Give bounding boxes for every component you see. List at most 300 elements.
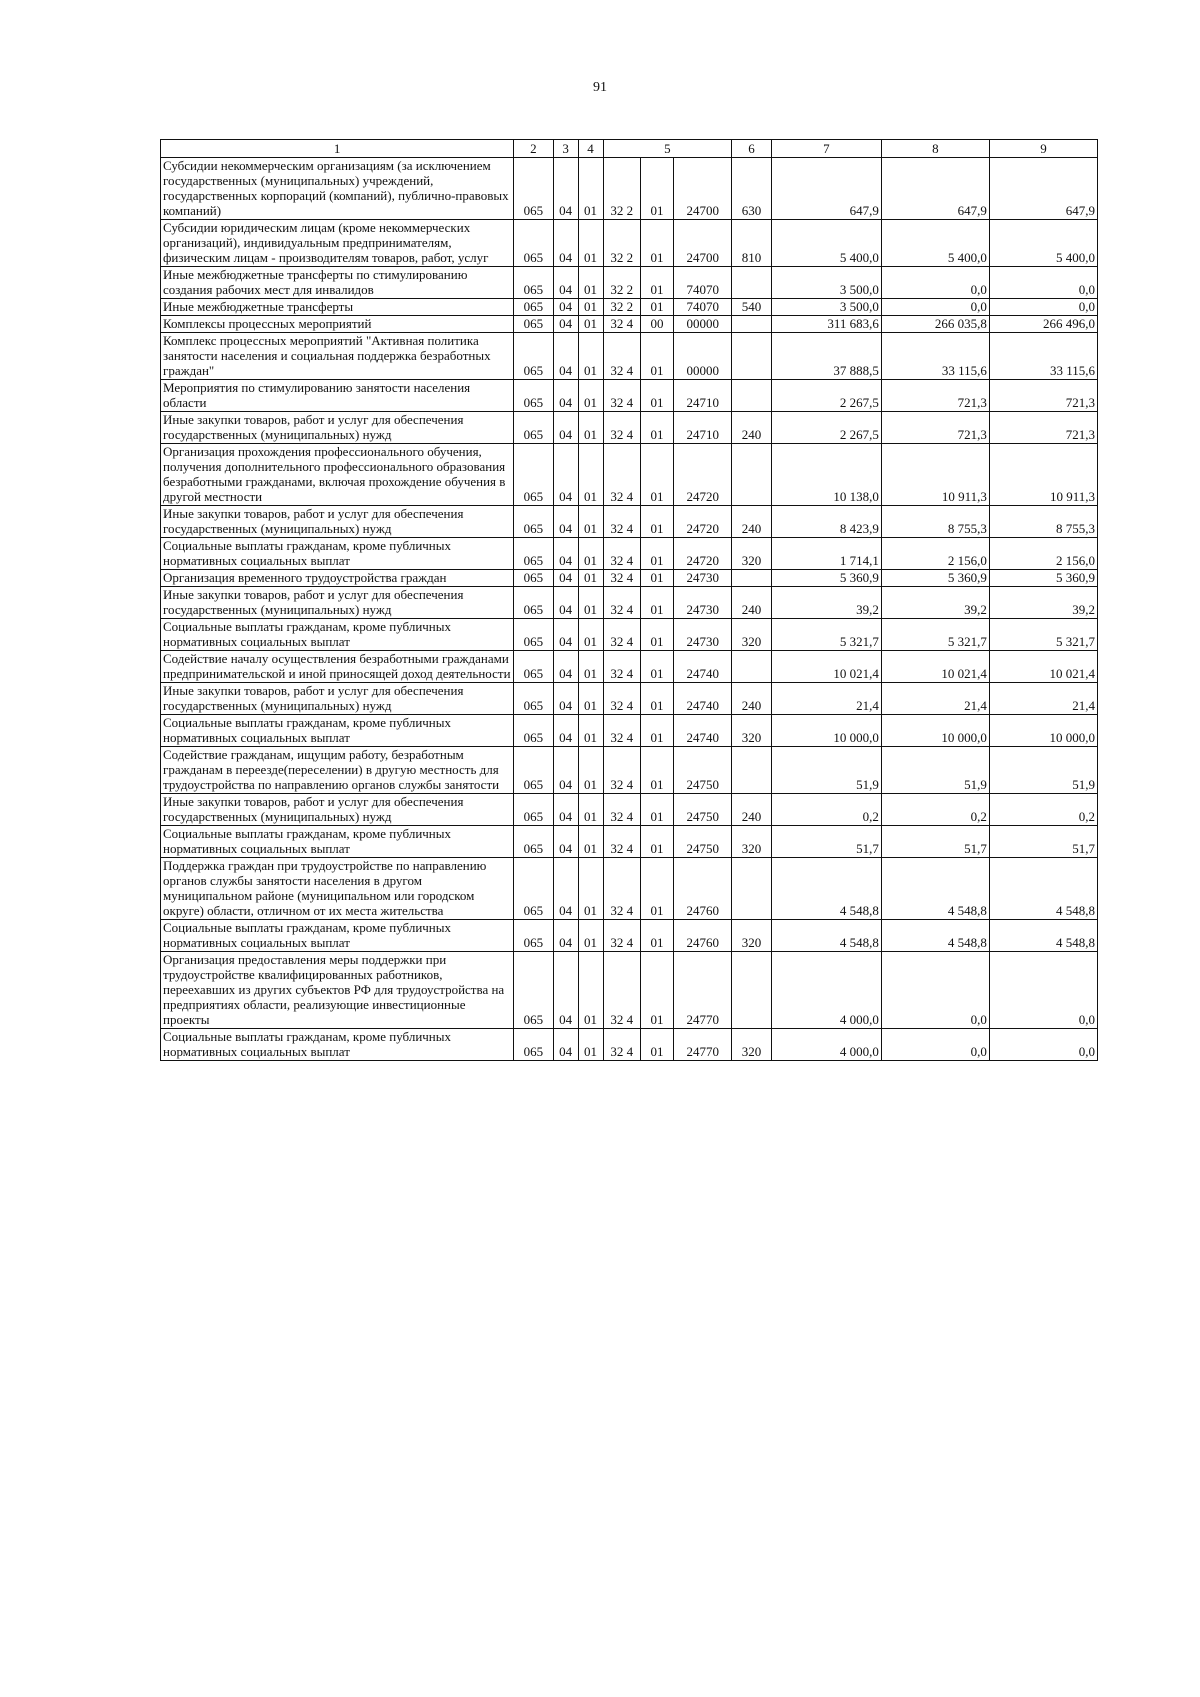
amount-col8: 10 911,3 <box>881 444 989 506</box>
code-subsection: 01 <box>578 380 603 412</box>
code-section: 04 <box>553 444 578 506</box>
code-ministry: 065 <box>514 158 553 220</box>
row-name: Иные межбюджетные трансферты <box>161 299 514 316</box>
table-row <box>161 316 1098 333</box>
code-section: 04 <box>553 506 578 538</box>
code-expense-type: 320 <box>732 920 771 952</box>
code-expense-type: 240 <box>732 587 771 619</box>
code-subsection: 01 <box>578 299 603 316</box>
code-ministry: 065 <box>514 920 553 952</box>
code-expense-type: 240 <box>732 794 771 826</box>
amount-col8: 10 021,4 <box>881 651 989 683</box>
code-ministry: 065 <box>514 316 553 333</box>
code-program: 32 4 <box>603 333 640 380</box>
code-section: 04 <box>553 794 578 826</box>
code-section: 04 <box>553 952 578 1029</box>
code-section: 04 <box>553 380 578 412</box>
amount-col7: 51,9 <box>771 747 881 794</box>
code-subsection: 01 <box>578 444 603 506</box>
row-name: Социальные выплаты гражданам, кроме публичных нормативных социальных выплат <box>161 1029 514 1061</box>
code-direction: 24740 <box>674 715 732 747</box>
code-subsection: 01 <box>578 747 603 794</box>
code-ministry: 065 <box>514 267 553 299</box>
row-name: Комплекс процессных мероприятий "Активная политика занятости населения и социальная поддержка безработных граждан" <box>161 333 514 380</box>
row-name: Комплексы процессных мероприятий <box>161 316 514 333</box>
code-section: 04 <box>553 538 578 570</box>
code-direction: 24760 <box>674 858 732 920</box>
amount-col9: 721,3 <box>989 380 1097 412</box>
row-name: Иные закупки товаров, работ и услуг для обеспечения государственных (муниципальных) нужд <box>161 506 514 538</box>
code-subsection: 01 <box>578 619 603 651</box>
code-expense-type: 810 <box>732 220 771 267</box>
amount-col8: 0,0 <box>881 952 989 1029</box>
code-direction: 24750 <box>674 747 732 794</box>
code-ministry: 065 <box>514 412 553 444</box>
code-section: 04 <box>553 826 578 858</box>
amount-col8: 0,0 <box>881 267 989 299</box>
amount-col7: 39,2 <box>771 587 881 619</box>
header-cell: 5 <box>603 140 732 158</box>
code-subsection: 01 <box>578 858 603 920</box>
amount-col9: 0,2 <box>989 794 1097 826</box>
code-subsection: 01 <box>578 570 603 587</box>
code-expense-type: 240 <box>732 683 771 715</box>
code-program: 32 4 <box>603 651 640 683</box>
amount-col8: 51,7 <box>881 826 989 858</box>
amount-col9: 266 496,0 <box>989 316 1097 333</box>
code-program: 32 4 <box>603 715 640 747</box>
code-expense-type <box>732 747 771 794</box>
code-section: 04 <box>553 683 578 715</box>
amount-col9: 51,9 <box>989 747 1097 794</box>
code-direction: 24720 <box>674 444 732 506</box>
amount-col9: 10 911,3 <box>989 444 1097 506</box>
row-name: Иные закупки товаров, работ и услуг для обеспечения государственных (муниципальных) нужд <box>161 683 514 715</box>
code-subprogram: 01 <box>640 794 673 826</box>
code-expense-type <box>732 651 771 683</box>
code-direction: 24720 <box>674 506 732 538</box>
amount-col7: 10 138,0 <box>771 444 881 506</box>
amount-col7: 3 500,0 <box>771 299 881 316</box>
code-section: 04 <box>553 412 578 444</box>
code-section: 04 <box>553 316 578 333</box>
amount-col8: 0,2 <box>881 794 989 826</box>
amount-col8: 39,2 <box>881 587 989 619</box>
table-row <box>161 506 1098 538</box>
code-section: 04 <box>553 267 578 299</box>
code-subprogram: 01 <box>640 826 673 858</box>
amount-col8: 0,0 <box>881 299 989 316</box>
code-section: 04 <box>553 570 578 587</box>
amount-col9: 2 156,0 <box>989 538 1097 570</box>
amount-col7: 51,7 <box>771 826 881 858</box>
code-subsection: 01 <box>578 267 603 299</box>
code-ministry: 065 <box>514 444 553 506</box>
code-ministry: 065 <box>514 826 553 858</box>
code-direction: 24730 <box>674 587 732 619</box>
code-subprogram: 01 <box>640 299 673 316</box>
row-name: Поддержка граждан при трудоустройстве по направлению органов службы занятости населения в другом муниципальном районе (муниципальном или городском округе) области, отличном от их места жительства <box>161 858 514 920</box>
code-expense-type <box>732 333 771 380</box>
code-expense-type: 320 <box>732 715 771 747</box>
code-subsection: 01 <box>578 826 603 858</box>
code-subprogram: 01 <box>640 506 673 538</box>
code-section: 04 <box>553 920 578 952</box>
table-row <box>161 651 1098 683</box>
code-ministry: 065 <box>514 570 553 587</box>
code-direction: 24700 <box>674 220 732 267</box>
table-row <box>161 1029 1098 1061</box>
amount-col7: 647,9 <box>771 158 881 220</box>
row-name: Социальные выплаты гражданам, кроме публичных нормативных социальных выплат <box>161 619 514 651</box>
budget-table <box>160 139 1098 1061</box>
row-name: Иные закупки товаров, работ и услуг для обеспечения государственных (муниципальных) нужд <box>161 412 514 444</box>
code-subprogram: 01 <box>640 333 673 380</box>
table-row <box>161 794 1098 826</box>
table-row <box>161 220 1098 267</box>
row-name: Иные закупки товаров, работ и услуг для обеспечения государственных (муниципальных) нужд <box>161 794 514 826</box>
table-row <box>161 587 1098 619</box>
code-subprogram: 01 <box>640 747 673 794</box>
code-subprogram: 01 <box>640 267 673 299</box>
header-cell: 8 <box>881 140 989 158</box>
code-expense-type: 240 <box>732 412 771 444</box>
amount-col8: 4 548,8 <box>881 920 989 952</box>
code-expense-type <box>732 316 771 333</box>
code-subprogram: 01 <box>640 858 673 920</box>
amount-col9: 10 021,4 <box>989 651 1097 683</box>
code-subprogram: 01 <box>640 920 673 952</box>
code-ministry: 065 <box>514 587 553 619</box>
amount-col8: 33 115,6 <box>881 333 989 380</box>
code-section: 04 <box>553 715 578 747</box>
code-section: 04 <box>553 333 578 380</box>
code-subsection: 01 <box>578 220 603 267</box>
row-name: Субсидии юридическим лицам (кроме некоммерческих организаций), индивидуальным предпринимателям, физическим лицам - производителям товаров, работ, услуг <box>161 220 514 267</box>
row-name: Организация прохождения профессионального обучения, получения дополнительного профессионального образования безработными гражданами, включая прохождение обучения в другой местности <box>161 444 514 506</box>
code-expense-type: 240 <box>732 506 771 538</box>
code-ministry: 065 <box>514 380 553 412</box>
amount-col9: 0,0 <box>989 1029 1097 1061</box>
table-row <box>161 538 1098 570</box>
code-program: 32 2 <box>603 158 640 220</box>
code-expense-type <box>732 267 771 299</box>
table-row <box>161 158 1098 220</box>
code-direction: 00000 <box>674 333 732 380</box>
amount-col9: 0,0 <box>989 267 1097 299</box>
code-subsection: 01 <box>578 952 603 1029</box>
code-ministry: 065 <box>514 299 553 316</box>
code-section: 04 <box>553 619 578 651</box>
amount-col9: 721,3 <box>989 412 1097 444</box>
amount-col8: 0,0 <box>881 1029 989 1061</box>
header-cell: 3 <box>553 140 578 158</box>
code-ministry: 065 <box>514 952 553 1029</box>
code-program: 32 4 <box>603 920 640 952</box>
row-name: Содействие гражданам, ищущим работу, безработным гражданам в переезде(переселении) в другую местность для трудоустройства по направлению органов службы занятости <box>161 747 514 794</box>
amount-col7: 4 000,0 <box>771 1029 881 1061</box>
code-program: 32 4 <box>603 316 640 333</box>
code-direction: 24760 <box>674 920 732 952</box>
row-name: Мероприятия по стимулированию занятости населения области <box>161 380 514 412</box>
code-subsection: 01 <box>578 1029 603 1061</box>
table-row <box>161 267 1098 299</box>
code-subprogram: 01 <box>640 570 673 587</box>
header-row <box>161 140 1098 158</box>
code-section: 04 <box>553 747 578 794</box>
table-row <box>161 299 1098 316</box>
code-expense-type: 320 <box>732 619 771 651</box>
amount-col8: 4 548,8 <box>881 858 989 920</box>
code-section: 04 <box>553 158 578 220</box>
code-ministry: 065 <box>514 619 553 651</box>
code-subprogram: 01 <box>640 220 673 267</box>
amount-col9: 39,2 <box>989 587 1097 619</box>
table-row <box>161 444 1098 506</box>
row-name: Социальные выплаты гражданам, кроме публичных нормативных социальных выплат <box>161 826 514 858</box>
amount-col8: 266 035,8 <box>881 316 989 333</box>
amount-col8: 5 321,7 <box>881 619 989 651</box>
code-direction: 24740 <box>674 683 732 715</box>
amount-col7: 21,4 <box>771 683 881 715</box>
code-ministry: 065 <box>514 794 553 826</box>
code-subprogram: 01 <box>640 651 673 683</box>
code-program: 32 4 <box>603 412 640 444</box>
amount-col9: 10 000,0 <box>989 715 1097 747</box>
table-row <box>161 952 1098 1029</box>
code-ministry: 065 <box>514 683 553 715</box>
amount-col7: 0,2 <box>771 794 881 826</box>
amount-col7: 2 267,5 <box>771 412 881 444</box>
code-program: 32 4 <box>603 444 640 506</box>
header-cell: 1 <box>161 140 514 158</box>
code-expense-type: 540 <box>732 299 771 316</box>
code-program: 32 4 <box>603 380 640 412</box>
code-expense-type: 320 <box>732 1029 771 1061</box>
code-direction: 00000 <box>674 316 732 333</box>
code-direction: 24750 <box>674 826 732 858</box>
code-subprogram: 01 <box>640 538 673 570</box>
amount-col8: 2 156,0 <box>881 538 989 570</box>
table-row <box>161 826 1098 858</box>
code-direction: 24710 <box>674 380 732 412</box>
amount-col8: 647,9 <box>881 158 989 220</box>
page-number: 91 <box>593 80 607 95</box>
code-ministry: 065 <box>514 333 553 380</box>
header-cell: 6 <box>732 140 771 158</box>
code-subsection: 01 <box>578 158 603 220</box>
header-cell: 2 <box>514 140 553 158</box>
code-subsection: 01 <box>578 333 603 380</box>
header-cell: 4 <box>578 140 603 158</box>
code-subsection: 01 <box>578 683 603 715</box>
code-direction: 24730 <box>674 619 732 651</box>
code-subprogram: 00 <box>640 316 673 333</box>
row-name: Иные закупки товаров, работ и услуг для обеспечения государственных (муниципальных) нужд <box>161 587 514 619</box>
amount-col9: 647,9 <box>989 158 1097 220</box>
code-program: 32 4 <box>603 587 640 619</box>
amount-col7: 3 500,0 <box>771 267 881 299</box>
amount-col9: 33 115,6 <box>989 333 1097 380</box>
header-cell: 7 <box>771 140 881 158</box>
code-program: 32 2 <box>603 220 640 267</box>
row-name: Социальные выплаты гражданам, кроме публичных нормативных социальных выплат <box>161 538 514 570</box>
code-section: 04 <box>553 220 578 267</box>
code-expense-type <box>732 858 771 920</box>
amount-col7: 5 400,0 <box>771 220 881 267</box>
code-subprogram: 01 <box>640 380 673 412</box>
row-name: Организация временного трудоустройства граждан <box>161 570 514 587</box>
amount-col9: 5 321,7 <box>989 619 1097 651</box>
code-subprogram: 01 <box>640 952 673 1029</box>
amount-col8: 5 400,0 <box>881 220 989 267</box>
amount-col7: 311 683,6 <box>771 316 881 333</box>
row-name: Содействие началу осуществления безработными гражданами предпринимательской и иной приносящей доход деятельности <box>161 651 514 683</box>
table-row <box>161 715 1098 747</box>
code-expense-type <box>732 570 771 587</box>
code-ministry: 065 <box>514 220 553 267</box>
amount-col8: 721,3 <box>881 412 989 444</box>
amount-col9: 5 400,0 <box>989 220 1097 267</box>
amount-col7: 5 321,7 <box>771 619 881 651</box>
code-subsection: 01 <box>578 920 603 952</box>
code-subsection: 01 <box>578 506 603 538</box>
code-program: 32 4 <box>603 683 640 715</box>
amount-col8: 8 755,3 <box>881 506 989 538</box>
code-direction: 24770 <box>674 1029 732 1061</box>
amount-col7: 4 000,0 <box>771 952 881 1029</box>
amount-col7: 8 423,9 <box>771 506 881 538</box>
code-subprogram: 01 <box>640 619 673 651</box>
code-subsection: 01 <box>578 715 603 747</box>
code-ministry: 065 <box>514 538 553 570</box>
amount-col9: 21,4 <box>989 683 1097 715</box>
code-program: 32 4 <box>603 952 640 1029</box>
code-ministry: 065 <box>514 651 553 683</box>
row-name: Субсидии некоммерческим организациям (за исключением государственных (муниципальных) учреждений, государственных корпораций (компаний), публично-правовых компаний) <box>161 158 514 220</box>
code-subsection: 01 <box>578 651 603 683</box>
code-subsection: 01 <box>578 538 603 570</box>
table-row <box>161 333 1098 380</box>
code-expense-type: 320 <box>732 538 771 570</box>
code-subsection: 01 <box>578 794 603 826</box>
amount-col7: 10 021,4 <box>771 651 881 683</box>
amount-col8: 721,3 <box>881 380 989 412</box>
amount-col9: 4 548,8 <box>989 858 1097 920</box>
amount-col7: 4 548,8 <box>771 858 881 920</box>
code-subsection: 01 <box>578 412 603 444</box>
code-subsection: 01 <box>578 587 603 619</box>
amount-col9: 8 755,3 <box>989 506 1097 538</box>
code-expense-type: 320 <box>732 826 771 858</box>
row-name: Социальные выплаты гражданам, кроме публичных нормативных социальных выплат <box>161 715 514 747</box>
table-row <box>161 683 1098 715</box>
code-subprogram: 01 <box>640 412 673 444</box>
code-program: 32 4 <box>603 747 640 794</box>
code-subprogram: 01 <box>640 158 673 220</box>
code-program: 32 4 <box>603 619 640 651</box>
code-ministry: 065 <box>514 747 553 794</box>
amount-col7: 2 267,5 <box>771 380 881 412</box>
code-direction: 24720 <box>674 538 732 570</box>
code-direction: 24750 <box>674 794 732 826</box>
code-program: 32 4 <box>603 794 640 826</box>
row-name: Организация предоставления меры поддержки при трудоустройстве квалифицированных работников, переехавших из других субъектов РФ для трудоустройства на предприятиях области, реализующие инвестиционные проекты <box>161 952 514 1029</box>
amount-col7: 37 888,5 <box>771 333 881 380</box>
code-subprogram: 01 <box>640 683 673 715</box>
code-subprogram: 01 <box>640 587 673 619</box>
code-direction: 24740 <box>674 651 732 683</box>
code-subprogram: 01 <box>640 1029 673 1061</box>
amount-col9: 0,0 <box>989 952 1097 1029</box>
amount-col8: 10 000,0 <box>881 715 989 747</box>
table-row <box>161 412 1098 444</box>
amount-col9: 5 360,9 <box>989 570 1097 587</box>
code-ministry: 065 <box>514 858 553 920</box>
table-row <box>161 747 1098 794</box>
code-direction: 24700 <box>674 158 732 220</box>
amount-col9: 0,0 <box>989 299 1097 316</box>
row-name: Иные межбюджетные трансферты по стимулированию создания рабочих мест для инвалидов <box>161 267 514 299</box>
code-expense-type <box>732 380 771 412</box>
code-direction: 24730 <box>674 570 732 587</box>
code-ministry: 065 <box>514 1029 553 1061</box>
code-section: 04 <box>553 1029 578 1061</box>
code-subprogram: 01 <box>640 444 673 506</box>
code-direction: 74070 <box>674 267 732 299</box>
amount-col8: 5 360,9 <box>881 570 989 587</box>
amount-col9: 51,7 <box>989 826 1097 858</box>
code-section: 04 <box>553 587 578 619</box>
amount-col7: 4 548,8 <box>771 920 881 952</box>
code-subprogram: 01 <box>640 715 673 747</box>
code-expense-type: 630 <box>732 158 771 220</box>
table-row <box>161 858 1098 920</box>
code-direction: 24770 <box>674 952 732 1029</box>
table-row <box>161 570 1098 587</box>
amount-col7: 10 000,0 <box>771 715 881 747</box>
code-section: 04 <box>553 651 578 683</box>
amount-col7: 5 360,9 <box>771 570 881 587</box>
code-expense-type <box>732 952 771 1029</box>
code-expense-type <box>732 444 771 506</box>
code-ministry: 065 <box>514 506 553 538</box>
code-subsection: 01 <box>578 316 603 333</box>
code-program: 32 4 <box>603 826 640 858</box>
amount-col8: 51,9 <box>881 747 989 794</box>
code-program: 32 4 <box>603 858 640 920</box>
table-row <box>161 380 1098 412</box>
code-program: 32 4 <box>603 1029 640 1061</box>
header-cell: 9 <box>989 140 1097 158</box>
amount-col7: 1 714,1 <box>771 538 881 570</box>
table-row <box>161 619 1098 651</box>
code-program: 32 2 <box>603 267 640 299</box>
code-section: 04 <box>553 858 578 920</box>
code-ministry: 065 <box>514 715 553 747</box>
row-name: Социальные выплаты гражданам, кроме публичных нормативных социальных выплат <box>161 920 514 952</box>
code-program: 32 4 <box>603 506 640 538</box>
code-direction: 24710 <box>674 412 732 444</box>
amount-col8: 21,4 <box>881 683 989 715</box>
code-program: 32 2 <box>603 299 640 316</box>
code-program: 32 4 <box>603 538 640 570</box>
table-row <box>161 920 1098 952</box>
code-section: 04 <box>553 299 578 316</box>
code-program: 32 4 <box>603 570 640 587</box>
code-direction: 74070 <box>674 299 732 316</box>
amount-col9: 4 548,8 <box>989 920 1097 952</box>
